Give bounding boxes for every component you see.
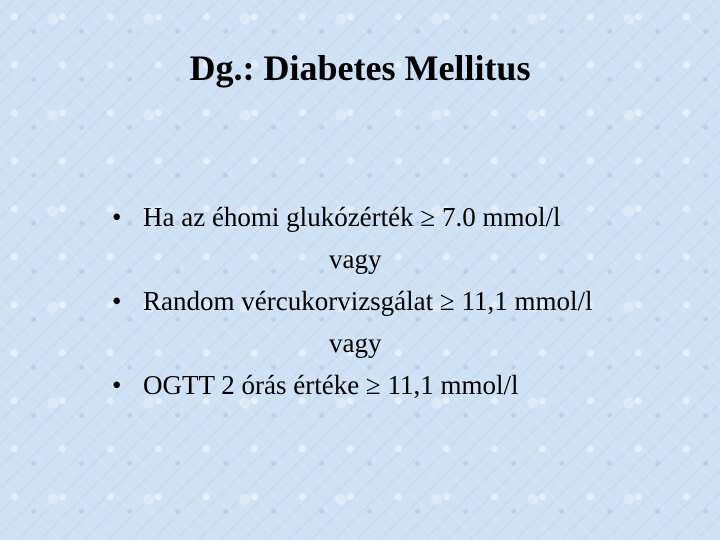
bullet-item-random-glucose [112, 280, 702, 364]
bullet-dot-icon: • [112, 370, 122, 400]
bullet-text: Random vércukorvizsgálat ≥ 11,1 mmol/l [143, 286, 593, 316]
bullet-text: Ha az éhomi glukózérték ≥ 7.0 mmol/l [143, 202, 561, 232]
bullet-item-ogtt [112, 364, 702, 406]
bullet-dot-icon: • [112, 286, 122, 316]
bullet-continuation: vagy [329, 244, 382, 274]
bullet-item-fasting-glucose [112, 196, 702, 280]
slide-title: Dg.: Diabetes Mellitus [189, 48, 531, 88]
bullet-text: OGTT 2 órás értéke ≥ 11,1 mmol/l [143, 370, 519, 400]
bullet-continuation: vagy [329, 328, 382, 358]
bullet-list [112, 196, 702, 406]
bullet-dot-icon: • [112, 202, 122, 232]
